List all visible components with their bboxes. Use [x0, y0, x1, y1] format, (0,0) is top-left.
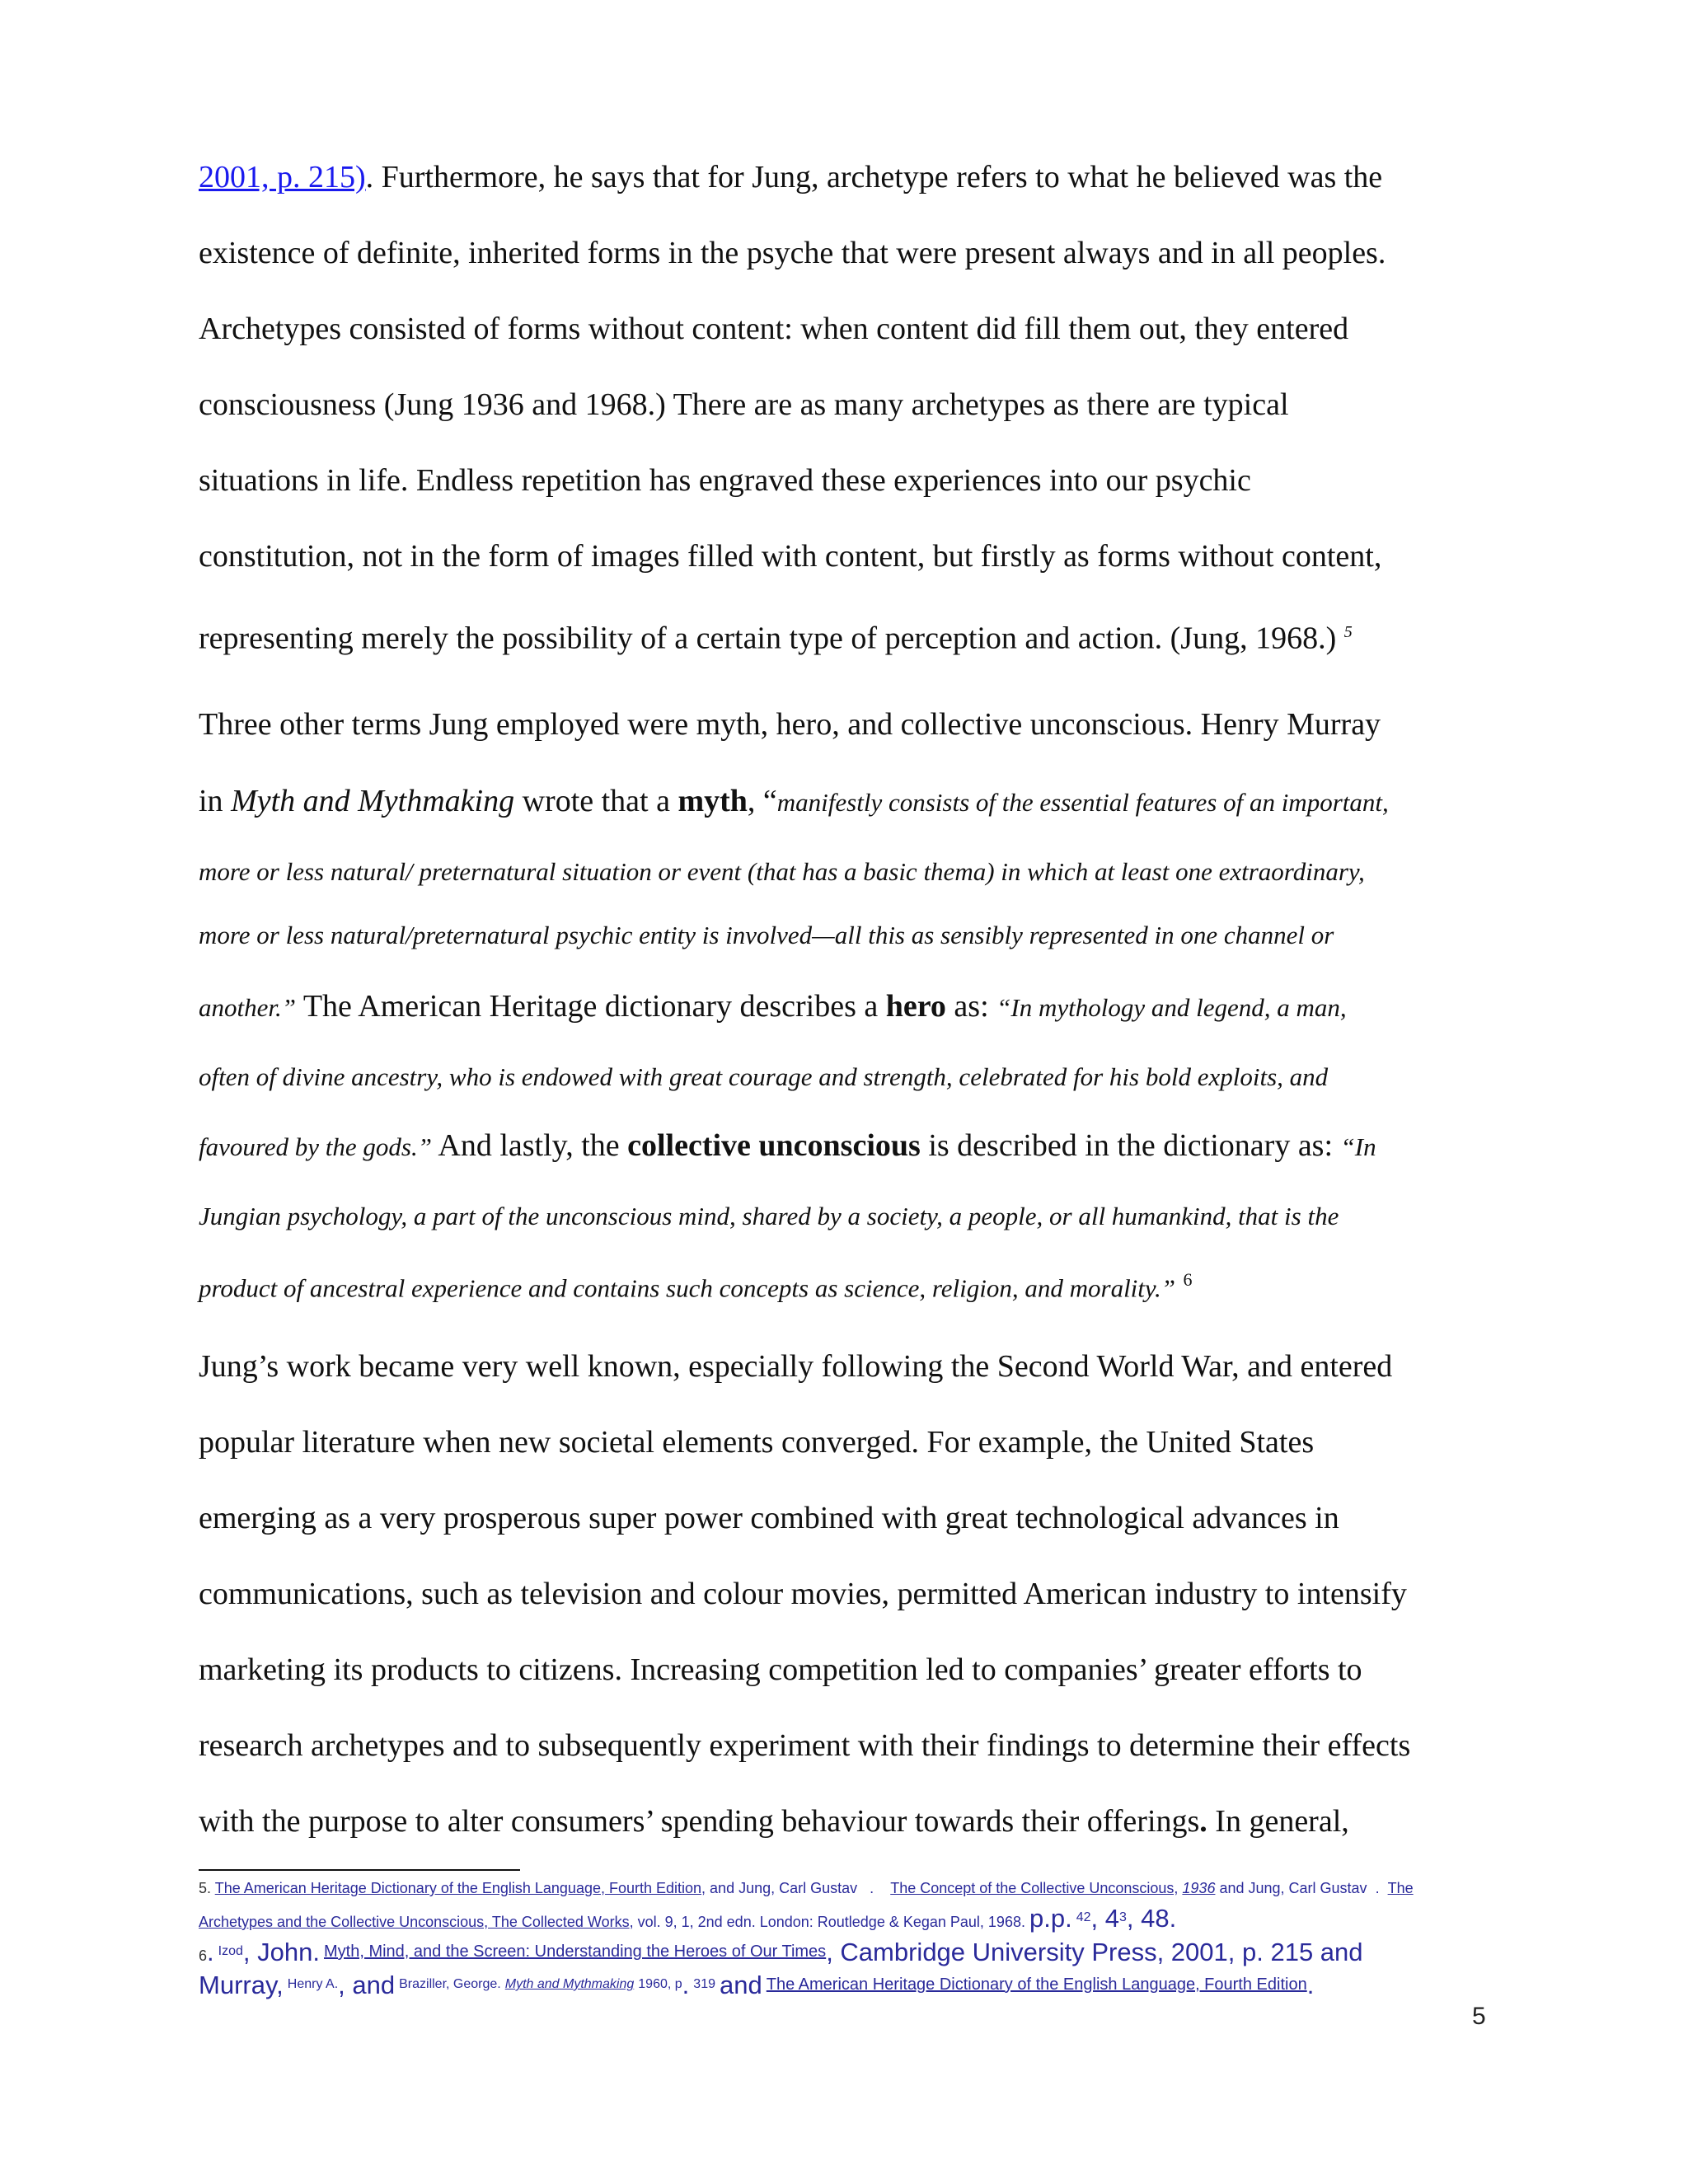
text-line: Archetypes consisted of forms without content: when content did fill them out, they entered [199, 312, 1349, 346]
footnote-link[interactable]: The [1387, 1880, 1414, 1896]
text-line: communications, such as television and colour movies, permitted American industry to intensify [199, 1577, 1407, 1611]
text-line: constitution, not in the form of images filled with content, but firstly as forms without content, [199, 539, 1382, 574]
footnote-5-line-1 [199, 1878, 1414, 1898]
citation-link[interactable]: 2001, p. 215) [199, 160, 366, 194]
quote-text: favoured by the gods.” [199, 1132, 432, 1161]
text-line: marketing its products to citizens. Increasing competition led to companies’ greater efforts to [199, 1652, 1362, 1687]
quote-line: more or less natural/preternatural psychic entity is involved—all this as sensibly represented in one channel or [199, 921, 1334, 949]
text-span: , 4 [1090, 1904, 1119, 1933]
text-line [199, 987, 1347, 1028]
text-span: 3 [1118, 1910, 1127, 1924]
text-span: , and [338, 1971, 396, 1999]
footnote-ref-5[interactable]: 5 [1343, 623, 1353, 641]
quote-text: product of ancestral experience and contains such concepts as science, religion, and morality.” [199, 1273, 1175, 1303]
footnote-number: 5. [199, 1880, 212, 1896]
text-span: wrote that a [514, 784, 678, 818]
footnote-ref-6[interactable]: 6 [1183, 1269, 1193, 1290]
text-line [199, 1126, 1376, 1167]
text-span: , Cambridge University Press, 2001, p. 215 and [826, 1938, 1363, 1966]
book-title[interactable]: Myth and Mythmaking [504, 1977, 635, 1991]
text-span: . [1375, 1880, 1380, 1896]
text-span: . [207, 1938, 214, 1966]
text-span: 42 [1076, 1910, 1091, 1924]
text-line: existence of definite, inherited forms in the psyche that were present always and in all peoples. [199, 236, 1386, 270]
footnote-6-line-1 [199, 1938, 1363, 1966]
text-span: , vol. 9, 1, 2nd edn. London: Routledge & Kegan Paul, 1968. [629, 1914, 1025, 1930]
footnote-link[interactable]: The American Heritage Dictionary of the English Language, Fourth Edition [766, 1975, 1307, 1994]
text-span: and [720, 1971, 762, 1999]
text-span: as: [945, 989, 997, 1024]
text-line [199, 781, 1389, 823]
footnote-5-line-2 [199, 1904, 1177, 1933]
text-span: . Furthermore, he says that for Jung, archetype refers to what he believed was the [365, 160, 1383, 194]
text-span: representing merely the possibility of a certain type of perception and action. (Jung, 1968.) [199, 621, 1337, 656]
text-span: with the purpose to alter consumers’ spending behaviour towards their offerings [199, 1804, 1200, 1839]
text-span: 1936 [1182, 1880, 1216, 1896]
page-number: 5 [1472, 2003, 1486, 2030]
text-span: in [199, 784, 232, 818]
text-span: , 48. [1126, 1904, 1177, 1933]
footnote-link[interactable]: The American Heritage Dictionary of the English Language, Fourth Edition [214, 1880, 702, 1896]
footnote-link[interactable]: The Concept of the Collective Unconscious, [890, 1880, 1179, 1896]
quote-text: another.” [199, 993, 296, 1022]
text-span: . [1199, 1804, 1207, 1839]
quote-line: Jungian psychology, a part of the unconscious mind, shared by a society, a people, or all humankind, that is the [199, 1202, 1339, 1230]
text-span: The American Heritage dictionary describes a [296, 989, 886, 1024]
term-hero: hero [885, 989, 946, 1024]
quote-text: “In mythology and legend, a man, [996, 993, 1347, 1022]
text-span: . [870, 1880, 874, 1896]
text-line: Jung’s work became very well known, especially following the Second World War, and entered [199, 1349, 1393, 1384]
text-line [199, 612, 1353, 658]
text-span: is described in the dictionary as: [920, 1128, 1341, 1163]
text-span: Izod [218, 1944, 243, 1958]
text-span: . [682, 1971, 690, 1999]
text-line [199, 157, 1382, 197]
quote-line: often of divine ancestry, who is endowed with great courage and strength, celebrated for his bold exploits, and [199, 1062, 1329, 1091]
text-span: And lastly, the [431, 1128, 628, 1163]
text-span: , and Jung, Carl Gustav [701, 1880, 858, 1896]
text-span: 1960, p [638, 1977, 682, 1991]
text-span: and Jung, Carl Gustav [1215, 1880, 1367, 1896]
footnote-link[interactable]: Myth, Mind, and the Screen: Understanding the Heroes of Our Times [323, 1943, 827, 1961]
text-span: Henry A. [287, 1977, 339, 1991]
text-line: Three other terms Jung employed were myth, hero, and collective unconscious. Henry Murray [199, 707, 1381, 742]
text-line [199, 1802, 1349, 1841]
text-line: research archetypes and to subsequently experiment with their findings to determine their effects [199, 1728, 1411, 1763]
footnote-number: 6 [199, 1947, 208, 1964]
text-line: popular literature when new societal elements converged. For example, the United States [199, 1425, 1315, 1460]
term-collective-unconscious: collective unconscious [627, 1128, 921, 1163]
text-line: consciousness (Jung 1936 and 1968.) There are as many archetypes as there are typical [199, 387, 1289, 422]
text-span: p.p. [1029, 1904, 1072, 1933]
text-line [199, 1260, 1192, 1309]
book-title: Myth and Mythmaking [231, 784, 515, 818]
quote-text: manifestly consists of the essential features of an important, [776, 788, 1389, 817]
term-myth: myth [678, 784, 748, 818]
footnote-6-line-2 [199, 1971, 1315, 1999]
text-span: Braziller, George. [399, 1977, 501, 1991]
quote-text: “In [1340, 1132, 1376, 1161]
text-line: situations in life. Endless repetition has engraved these experiences into our psychic [199, 463, 1251, 498]
quote-line: more or less natural/ preternatural situation or event (that has a basic thema) in which at least one extraordinary, [199, 857, 1365, 886]
footnote-link[interactable]: Archetypes and the Collective Unconscious, The Collected Works [199, 1914, 630, 1930]
text-span: Murray, [199, 1971, 284, 1999]
text-span: 319 [693, 1977, 715, 1991]
footnote-separator [199, 1869, 520, 1871]
text-span: , John. [242, 1938, 320, 1966]
text-span: In general, [1207, 1804, 1349, 1839]
text-line: emerging as a very prosperous super power combined with great technological advances in [199, 1501, 1339, 1535]
text-span: . [1306, 1971, 1315, 1999]
text-span: , “ [747, 784, 777, 818]
